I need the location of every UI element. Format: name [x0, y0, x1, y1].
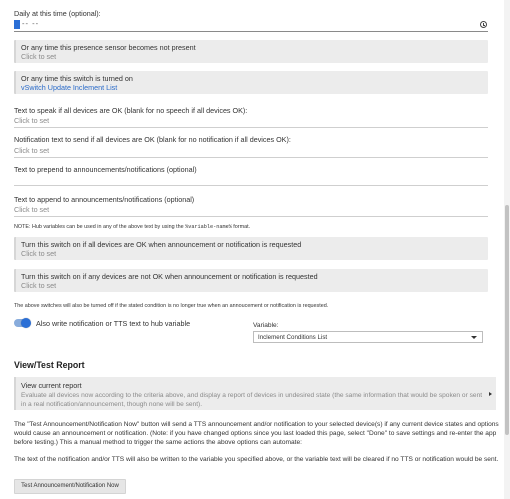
switch-note: The above switches will also be turned off if the stated condition is no longer true when an annoucement or notification is requested.: [14, 303, 329, 309]
view-test-heading: View/Test Report: [14, 360, 85, 370]
presence-sensor-trigger[interactable]: [14, 40, 488, 63]
append-input[interactable]: Click to set: [14, 205, 50, 214]
switch-not-ok-value: Click to set: [21, 281, 57, 290]
chevron-down-icon: [471, 336, 477, 339]
test-description: The "Test Announcement/Notification Now" button will send a TTS announcement and/or notification to your selected device(s) if any current device states and options would cause an announcement or notification. (Note: if you have changed options since you last loaded this page, select "Done" to save settings and re-enter the app before testing.) This a manual method to trigger the same actions the above options can automate:: [14, 421, 499, 446]
note-text-after: format.: [231, 224, 251, 230]
report-description: Evaluate all devices now according to the criteria above, and display a report of devices in undesired state (the same information that would be spoken or sent in a real notification/announcement, though none will be sent).: [21, 392, 483, 408]
report-title: View current report: [21, 381, 82, 390]
switch-ok-title: Turn this switch on if all devices are OK when announcement or notification is requested: [21, 240, 302, 249]
notif-ok-label: Notification text to send if all devices are OK (blank for no notification if all devices OK):: [14, 135, 291, 144]
tts-ok-input[interactable]: Click to set: [14, 116, 50, 125]
switch-not-ok-setting[interactable]: [14, 269, 488, 292]
switch-trigger-value: vSwitch Update Inclement List: [21, 83, 118, 92]
switch-trigger-title: Or any time this switch is turned on: [21, 74, 133, 83]
time-value: -- --: [22, 19, 40, 28]
write-variable-toggle[interactable]: [14, 319, 30, 327]
tts-ok-label: Text to speak if all devices are OK (blank for no speech if all devices OK):: [14, 106, 248, 115]
switch-not-ok-title: Turn this switch on if any devices are not OK when announcement or notification is requested: [21, 272, 318, 281]
prepend-label: Text to prepend to announcements/notifications (optional): [14, 165, 197, 174]
variable-select[interactable]: [253, 331, 483, 343]
append-underline: [14, 216, 488, 217]
chevron-right-icon: [489, 392, 492, 396]
variable-description: The text of the notification and/or TTS will also be written to the variable you specified above, or the variable text will be cleared if no TTS or notification would be sent.: [14, 456, 499, 463]
prepend-input[interactable]: [14, 185, 488, 186]
write-variable-label: Also write notification or TTS text to hub variable: [36, 319, 191, 328]
view-current-report[interactable]: [14, 377, 496, 410]
append-label: Text to append to announcements/notifications (optional): [14, 195, 195, 204]
switch-ok-setting[interactable]: [14, 237, 488, 260]
daily-time-input[interactable]: [14, 18, 488, 32]
presence-sensor-value: Click to set: [21, 52, 57, 61]
note-code: %variable-name%: [185, 224, 232, 230]
clock-icon[interactable]: [480, 21, 487, 28]
variable-label: Variable:: [253, 322, 279, 329]
notif-ok-input[interactable]: Click to set: [14, 146, 50, 155]
note-text-before: NOTE: Hub variables can be used in any of the above text by using the: [14, 224, 186, 230]
switch-ok-value: Click to set: [21, 249, 57, 258]
test-announcement-button[interactable]: Test Announcement/Notification Now: [14, 479, 126, 494]
hub-variable-note: [14, 224, 250, 231]
page-scrollbar[interactable]: [504, 0, 510, 499]
presence-sensor-title: Or any time this presence sensor becomes not present: [21, 43, 196, 52]
notif-ok-underline: [14, 157, 488, 158]
variable-select-value: Inclement Conditions List: [258, 333, 328, 341]
tts-ok-underline: [14, 127, 488, 128]
switch-trigger[interactable]: [14, 71, 488, 94]
toggle-knob: [21, 318, 31, 328]
scrollbar-thumb[interactable]: [505, 205, 509, 435]
time-selection-highlight: [14, 20, 20, 29]
daily-time-label: Daily at this time (optional):: [14, 9, 101, 18]
